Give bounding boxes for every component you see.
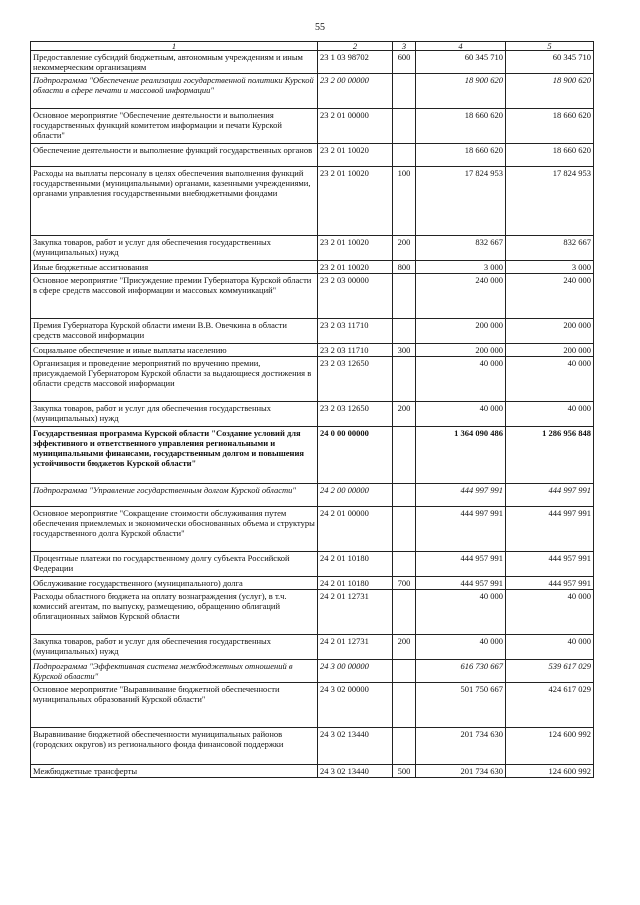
table-row — [31, 728, 594, 765]
cell-amount-1: 832 667 — [416, 236, 506, 261]
cell-code: 23 2 01 10020 — [318, 261, 393, 274]
table-row — [31, 109, 594, 144]
cell-amount-1: 444 957 991 — [416, 552, 506, 577]
table-row — [31, 167, 594, 236]
cell-code: 24 2 00 00000 — [318, 484, 393, 507]
cell-code: 24 2 01 10180 — [318, 577, 393, 590]
cell-amount-2: 40 000 — [506, 357, 594, 402]
cell-amount-2: 18 660 620 — [506, 109, 594, 144]
cell-amount-2: 200 000 — [506, 319, 594, 344]
table-row — [31, 660, 594, 683]
table-row — [31, 590, 594, 635]
cell-amount-1: 201 734 630 — [416, 728, 506, 765]
cell-amount-2: 40 000 — [506, 635, 594, 660]
cell-amount-2: 444 997 991 — [506, 507, 594, 552]
cell-name: Организация и проведение мероприятий по вручению премии, присуждаемой Губернатором Курской области за выдающиеся достижения в области средств массовой информации — [31, 357, 318, 402]
cell-code: 23 2 03 11710 — [318, 344, 393, 357]
cell-amount-2: 124 600 992 — [506, 728, 594, 765]
column-header-name: 1 — [31, 42, 318, 51]
cell-code: 23 2 01 10020 — [318, 144, 393, 167]
cell-name: Расходы областного бюджета на оплату вознаграждения (услуг), в т.ч. комиссий агентам, по выпуску, размещению, обращению облигаций облигационных займов Курской области — [31, 590, 318, 635]
cell-expense-type: 200 — [393, 635, 416, 660]
cell-amount-1: 18 900 620 — [416, 74, 506, 109]
cell-amount-1: 1 364 090 486 — [416, 427, 506, 484]
table-row — [31, 51, 594, 74]
cell-code: 24 0 00 00000 — [318, 427, 393, 484]
cell-expense-type — [393, 590, 416, 635]
cell-amount-2: 240 000 — [506, 274, 594, 319]
cell-code: 23 2 01 10020 — [318, 167, 393, 236]
cell-amount-2: 40 000 — [506, 402, 594, 427]
cell-amount-2: 3 000 — [506, 261, 594, 274]
cell-name: Основное мероприятие "Обеспечение деятельности и выполнения государственных функций комитетом информации и печати Курской области" — [31, 109, 318, 144]
cell-name: Иные бюджетные ассигнования — [31, 261, 318, 274]
table-row — [31, 577, 594, 590]
cell-amount-2: 40 000 — [506, 590, 594, 635]
cell-expense-type — [393, 507, 416, 552]
cell-expense-type: 700 — [393, 577, 416, 590]
page-number: 55 — [315, 22, 325, 33]
table-row — [31, 507, 594, 552]
cell-code: 24 2 01 10180 — [318, 552, 393, 577]
cell-amount-2: 444 957 991 — [506, 552, 594, 577]
cell-expense-type: 100 — [393, 167, 416, 236]
cell-expense-type — [393, 728, 416, 765]
cell-amount-1: 616 730 667 — [416, 660, 506, 683]
cell-amount-2: 1 286 956 848 — [506, 427, 594, 484]
cell-name: Премия Губернатора Курской области имени В.В. Овечкина в области средств массовой информации — [31, 319, 318, 344]
cell-name: Закупка товаров, работ и услуг для обеспечения государственных (муниципальных) нужд — [31, 402, 318, 427]
cell-name: Социальное обеспечение и иные выплаты населению — [31, 344, 318, 357]
cell-name: Расходы на выплаты персоналу в целях обеспечения выполнения функций государственными (муниципальными) органами, казенными учреждениями, органами управления государственными внебюджетными фондами — [31, 167, 318, 236]
cell-amount-1: 240 000 — [416, 274, 506, 319]
cell-amount-1: 40 000 — [416, 635, 506, 660]
cell-code: 23 2 03 00000 — [318, 274, 393, 319]
cell-code: 24 3 02 00000 — [318, 683, 393, 728]
table-row — [31, 274, 594, 319]
cell-name: Закупка товаров, работ и услуг для обеспечения государственных (муниципальных) нужд — [31, 635, 318, 660]
cell-name: Основное мероприятие "Сокращение стоимости обслуживания путем обеспечения приемлемых и экономически обоснованных объема и структуры государственного долга Курской области" — [31, 507, 318, 552]
cell-name: Процентные платежи по государственному долгу субъекта Российской Федерации — [31, 552, 318, 577]
cell-amount-2: 832 667 — [506, 236, 594, 261]
cell-amount-1: 40 000 — [416, 357, 506, 402]
cell-expense-type: 300 — [393, 344, 416, 357]
cell-name: Закупка товаров, работ и услуг для обеспечения государственных (муниципальных) нужд — [31, 236, 318, 261]
column-header-amount-2: 5 — [506, 42, 594, 51]
cell-amount-2: 200 000 — [506, 344, 594, 357]
table-row — [31, 552, 594, 577]
cell-code: 23 2 03 11710 — [318, 319, 393, 344]
cell-code: 23 1 03 98702 — [318, 51, 393, 74]
cell-code: 23 2 03 12650 — [318, 402, 393, 427]
table-row — [31, 427, 594, 484]
cell-amount-2: 444 957 991 — [506, 577, 594, 590]
cell-name: Основное мероприятие "Выравнивание бюджетной обеспеченности муниципальных образований Курской области" — [31, 683, 318, 728]
cell-name: Подпрограмма "Эффективная система межбюджетных отношений в Курской области" — [31, 660, 318, 683]
table-row — [31, 144, 594, 167]
cell-expense-type — [393, 357, 416, 402]
cell-expense-type — [393, 683, 416, 728]
cell-expense-type — [393, 74, 416, 109]
cell-amount-1: 200 000 — [416, 344, 506, 357]
cell-amount-1: 444 957 991 — [416, 577, 506, 590]
cell-amount-1: 444 997 991 — [416, 484, 506, 507]
cell-expense-type: 800 — [393, 261, 416, 274]
cell-expense-type: 200 — [393, 402, 416, 427]
cell-amount-1: 444 997 991 — [416, 507, 506, 552]
cell-code: 24 3 02 13440 — [318, 728, 393, 765]
cell-amount-2: 424 617 029 — [506, 683, 594, 728]
cell-name: Межбюджетные трансферты — [31, 765, 318, 778]
cell-amount-2: 444 997 991 — [506, 484, 594, 507]
cell-amount-2: 124 600 992 — [506, 765, 594, 778]
cell-expense-type — [393, 274, 416, 319]
table-body — [31, 51, 594, 778]
table-row — [31, 635, 594, 660]
cell-expense-type — [393, 552, 416, 577]
cell-code: 24 2 01 12731 — [318, 635, 393, 660]
cell-amount-1: 18 660 620 — [416, 109, 506, 144]
cell-code: 23 2 00 00000 — [318, 74, 393, 109]
table-row — [31, 402, 594, 427]
cell-amount-1: 40 000 — [416, 402, 506, 427]
cell-name: Основное мероприятие "Присуждение премии Губернатора Курской области в сфере средств массовой информации и массовых коммуникаций" — [31, 274, 318, 319]
cell-amount-1: 18 660 620 — [416, 144, 506, 167]
cell-code: 24 2 01 00000 — [318, 507, 393, 552]
cell-expense-type — [393, 319, 416, 344]
cell-expense-type: 500 — [393, 765, 416, 778]
cell-amount-1: 201 734 630 — [416, 765, 506, 778]
cell-expense-type — [393, 144, 416, 167]
cell-amount-1: 501 750 667 — [416, 683, 506, 728]
cell-amount-1: 60 345 710 — [416, 51, 506, 74]
table-row — [31, 319, 594, 344]
table-row — [31, 484, 594, 507]
cell-name: Обслуживание государственного (муниципального) долга — [31, 577, 318, 590]
cell-name: Государственная программа Курской области "Создание условий для эффективного и ответственного управления региональными и муниципальными финансами, государственным долгом и повышения устойчивости бюджетов Курской области" — [31, 427, 318, 484]
cell-code: 23 2 03 12650 — [318, 357, 393, 402]
cell-code: 24 3 02 13440 — [318, 765, 393, 778]
table-row — [31, 765, 594, 778]
table-row — [31, 261, 594, 274]
table-row — [31, 74, 594, 109]
budget-table — [30, 41, 594, 778]
table-row — [31, 344, 594, 357]
table-row — [31, 357, 594, 402]
cell-amount-1: 200 000 — [416, 319, 506, 344]
cell-amount-2: 18 900 620 — [506, 74, 594, 109]
cell-amount-2: 539 617 029 — [506, 660, 594, 683]
cell-code: 24 2 01 12731 — [318, 590, 393, 635]
cell-expense-type — [393, 427, 416, 484]
cell-amount-2: 60 345 710 — [506, 51, 594, 74]
cell-amount-2: 18 660 620 — [506, 144, 594, 167]
cell-amount-1: 40 000 — [416, 590, 506, 635]
cell-expense-type: 200 — [393, 236, 416, 261]
cell-name: Подпрограмма "Обеспечение реализации государственной политики Курской области в сфере печати и массовой информации" — [31, 74, 318, 109]
column-header-amount-1: 4 — [416, 42, 506, 51]
cell-expense-type — [393, 484, 416, 507]
cell-code: 24 3 00 00000 — [318, 660, 393, 683]
table-row — [31, 683, 594, 728]
cell-code: 23 2 01 00000 — [318, 109, 393, 144]
column-header-code: 2 — [318, 42, 393, 51]
cell-expense-type — [393, 660, 416, 683]
cell-name: Подпрограмма "Управление государственным долгом Курской области" — [31, 484, 318, 507]
cell-name: Предоставление субсидий бюджетным, автономным учреждениям и иным некоммерческим организациям — [31, 51, 318, 74]
cell-name: Выравнивание бюджетной обеспеченности муниципальных районов (городских округов) из регионального фонда финансовой поддержки — [31, 728, 318, 765]
cell-expense-type: 600 — [393, 51, 416, 74]
cell-name: Обеспечение деятельности и выполнение функций государственных органов — [31, 144, 318, 167]
cell-expense-type — [393, 109, 416, 144]
column-header-type: 3 — [393, 42, 416, 51]
table-row — [31, 236, 594, 261]
cell-amount-1: 3 000 — [416, 261, 506, 274]
cell-amount-2: 17 824 953 — [506, 167, 594, 236]
column-numbers-row — [31, 42, 594, 51]
cell-amount-1: 17 824 953 — [416, 167, 506, 236]
cell-code: 23 2 01 10020 — [318, 236, 393, 261]
